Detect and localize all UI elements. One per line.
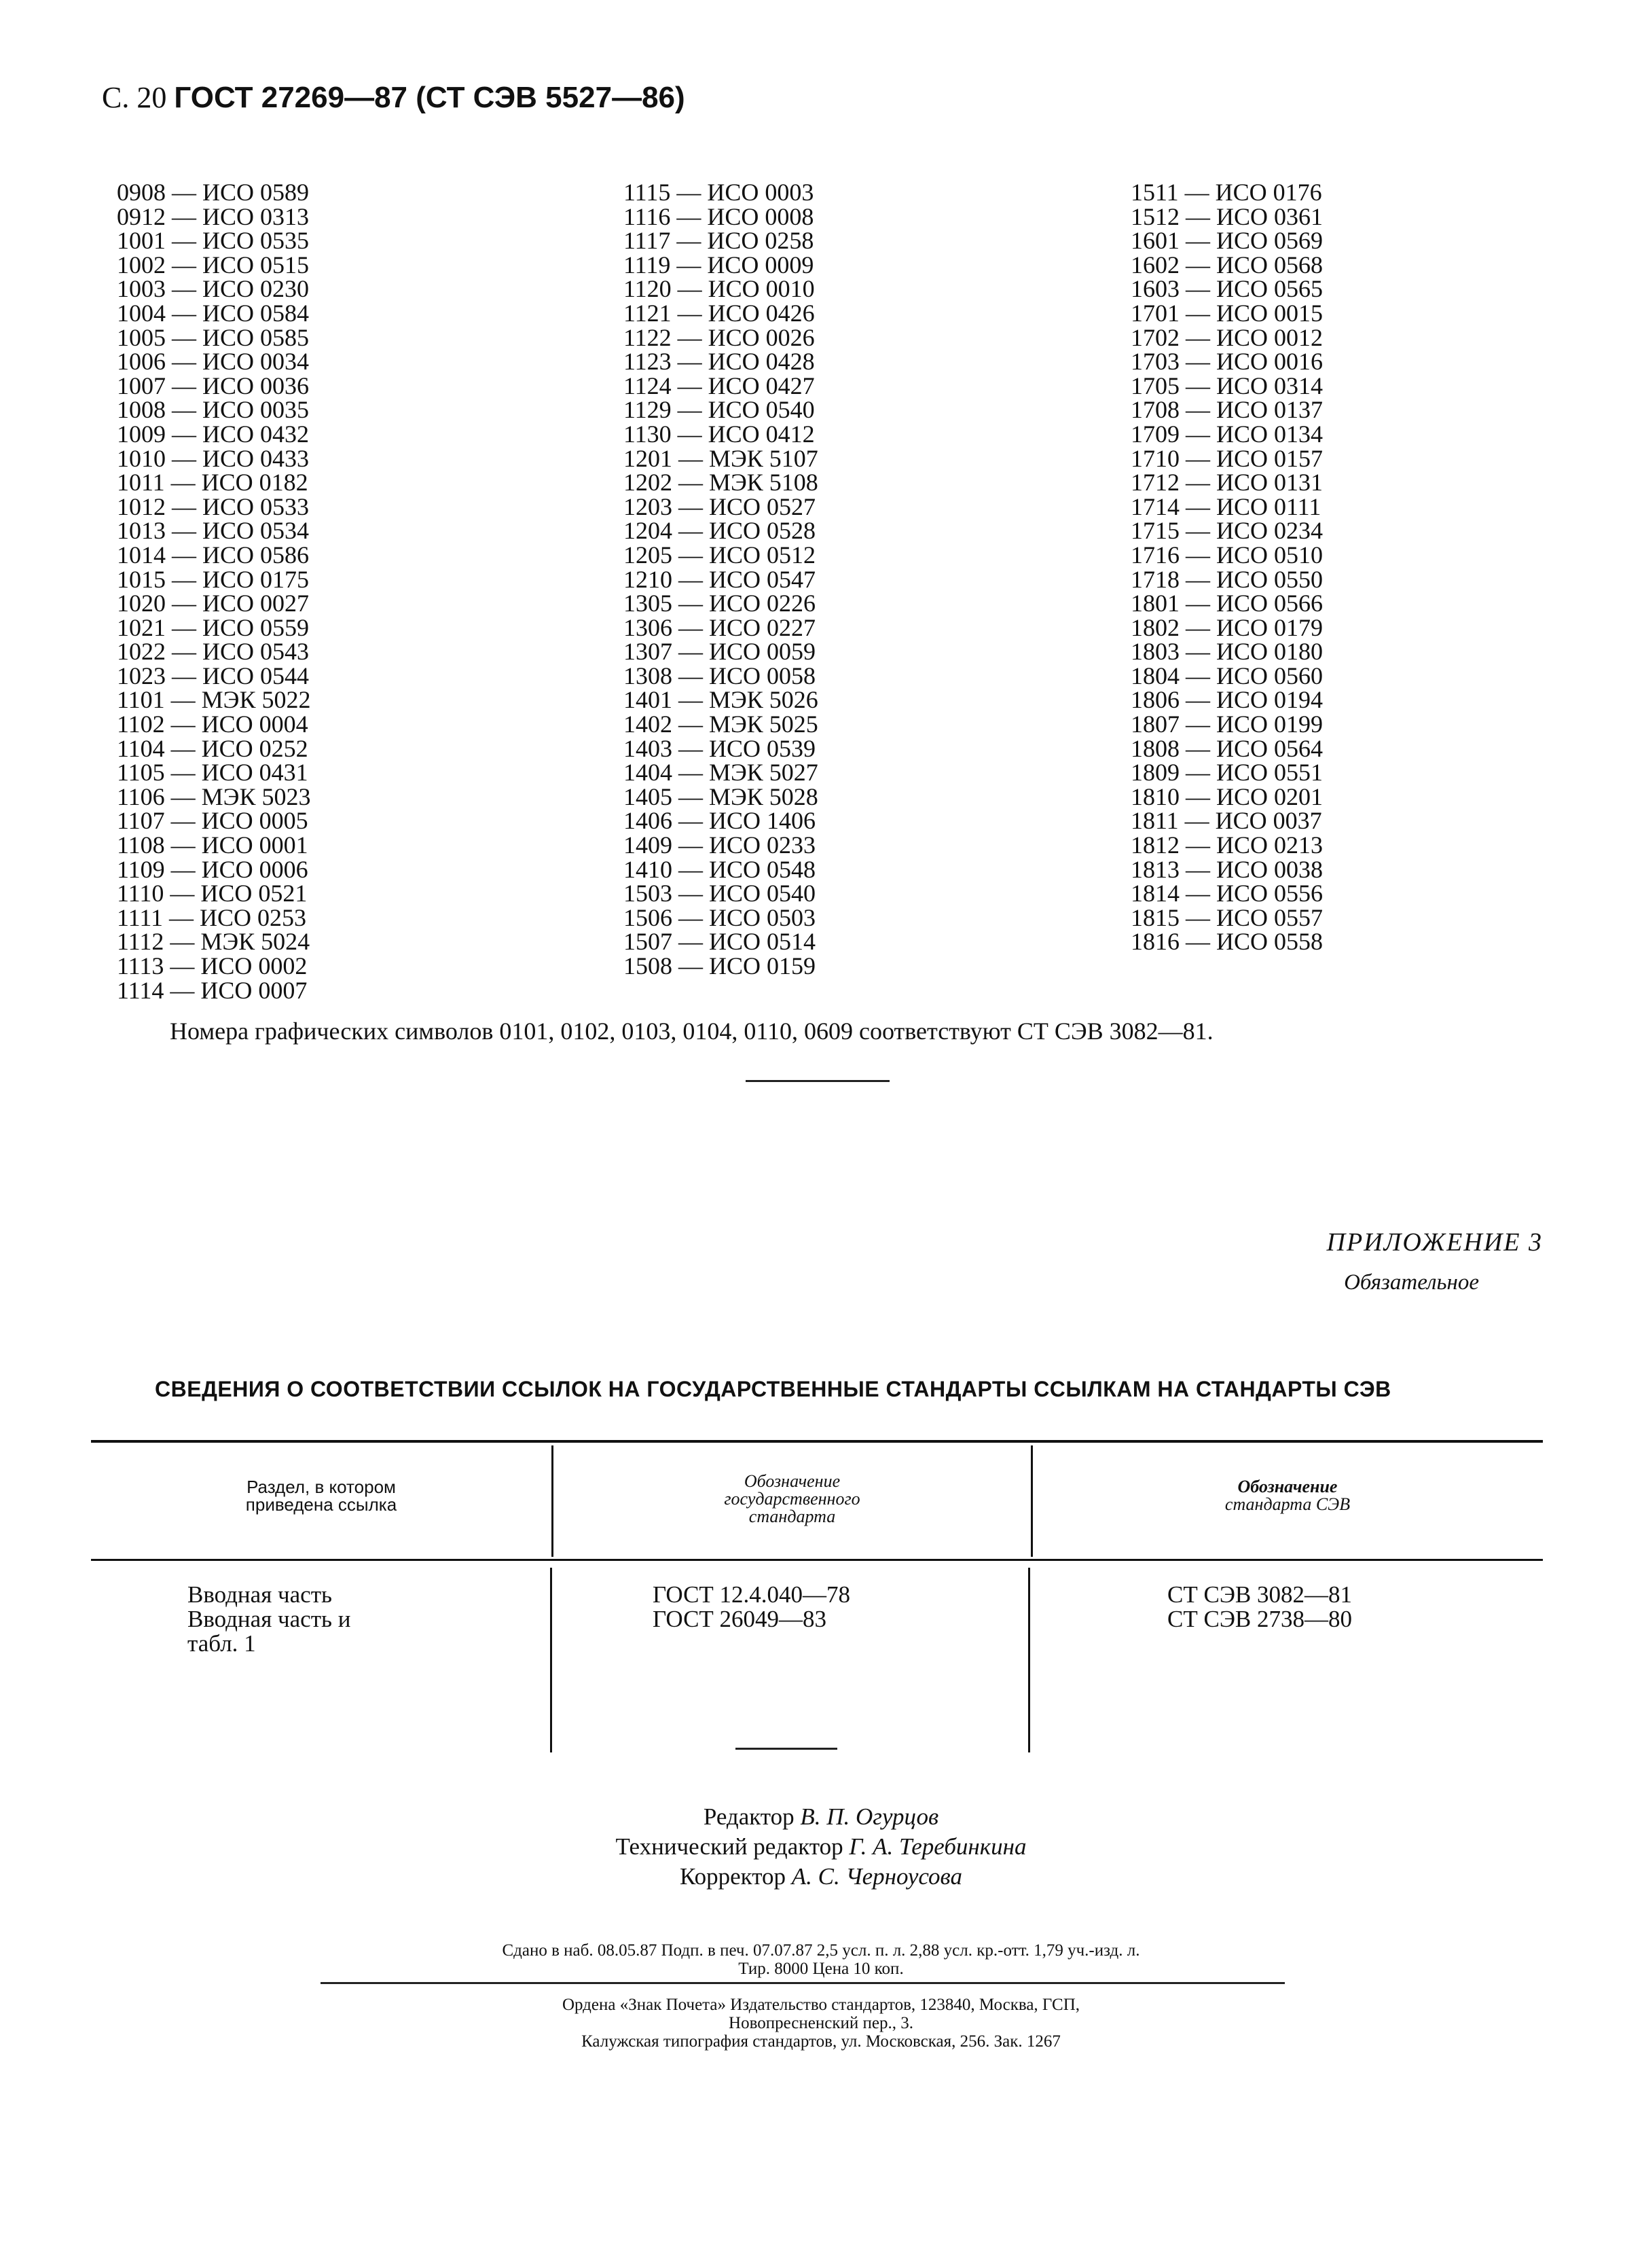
- credits-block: [0, 1802, 1642, 1892]
- symbol-entry: 1021 — ИСО 0559: [117, 613, 310, 641]
- table-column-divider: [1028, 1568, 1030, 1752]
- symbol-entry: 1503 — ИСО 0540: [623, 880, 816, 907]
- header-line: государственного: [724, 1489, 860, 1509]
- symbol-entry: 1802 — ИСО 0179: [1131, 613, 1324, 641]
- symbol-entry: 1115 — ИСО 0003: [623, 179, 814, 206]
- credit-line: [0, 1802, 1642, 1832]
- symbol-entry: 1205 — ИСО 0512: [623, 541, 816, 569]
- symbol-entry: 1111 — ИСО 0253: [117, 903, 306, 931]
- symbol-entry: 1702 — ИСО 0012: [1131, 323, 1324, 351]
- symbol-entry: 1306 — ИСО 0227: [623, 613, 816, 641]
- symbol-entry: 1113 — ИСО 0002: [117, 952, 308, 979]
- cell-line: Вводная часть и: [187, 1606, 351, 1632]
- symbol-entry: 1015 — ИСО 0175: [117, 565, 310, 593]
- symbol-entry: 1210 — ИСО 0547: [623, 565, 816, 593]
- symbol-entry: 1601 — ИСО 0569: [1131, 227, 1324, 255]
- symbol-entry: 1023 — ИСО 0544: [117, 662, 310, 689]
- symbol-entry: 1705 — ИСО 0314: [1131, 372, 1324, 399]
- divider-rule: [735, 1748, 837, 1750]
- symbol-entry: 1105 — ИСО 0431: [117, 759, 308, 787]
- symbol-list-column-3: [1131, 181, 1323, 954]
- symbol-entry: 1402 — МЭК 5025: [623, 710, 818, 738]
- symbol-entry: 1508 — ИСО 0159: [623, 952, 816, 979]
- cell-line: ГОСТ 26049—83: [653, 1606, 827, 1632]
- symbol-entry: 1809 — ИСО 0551: [1131, 759, 1324, 787]
- table-header-state-standard: [553, 1473, 1031, 1526]
- symbol-entry: 1119 — ИСО 0009: [623, 251, 814, 278]
- symbol-entry: 1701 — ИСО 0015: [1131, 299, 1324, 327]
- credit-role: Редактор: [703, 1803, 795, 1830]
- symbol-entry: 1803 — ИСО 0180: [1131, 638, 1324, 666]
- table-cell-sev-standard: [1167, 1583, 1352, 1632]
- imprint-line: Новопресненский пер., 3.: [729, 2014, 913, 2032]
- symbol-entry: 1124 — ИСО 0427: [623, 372, 815, 399]
- divider-rule: [746, 1080, 890, 1082]
- symbol-entry: 1603 — ИСО 0565: [1131, 275, 1324, 303]
- symbol-entry: 1130 — ИСО 0412: [623, 420, 815, 448]
- symbol-entry: 1716 — ИСО 0510: [1131, 541, 1324, 569]
- cell-line: СТ СЭВ 3082—81: [1167, 1581, 1353, 1608]
- symbol-entry: 1801 — ИСО 0566: [1131, 590, 1324, 617]
- symbol-entry: 1715 — ИСО 0234: [1131, 517, 1324, 545]
- symbol-entry: 1129 — ИСО 0540: [623, 396, 815, 424]
- cell-line: СТ СЭВ 2738—80: [1167, 1606, 1353, 1632]
- symbol-entry: 1308 — ИСО 0058: [623, 662, 816, 689]
- header-line: Обозначение: [744, 1471, 841, 1491]
- symbol-entry: 1813 — ИСО 0038: [1131, 855, 1324, 883]
- cell-line: Вводная часть: [187, 1581, 332, 1608]
- symbol-entry: 1703 — ИСО 0016: [1131, 348, 1324, 376]
- cell-line: табл. 1: [187, 1630, 256, 1657]
- publisher-details: [0, 1996, 1642, 2051]
- imprint-rule: [321, 1982, 1285, 1984]
- credit-role: Технический редактор: [615, 1833, 843, 1860]
- symbol-entry: 1011 — ИСО 0182: [117, 469, 308, 497]
- references-table: [91, 1440, 1543, 1678]
- symbol-entry: 1002 — ИСО 0515: [117, 251, 310, 278]
- appendix-title: ПРИЛОЖЕНИЕ 3: [1326, 1228, 1543, 1257]
- symbol-entry: 1810 — ИСО 0201: [1131, 782, 1324, 810]
- symbol-entry: 1806 — ИСО 0194: [1131, 686, 1324, 714]
- symbol-entry: 1004 — ИСО 0584: [117, 299, 310, 327]
- symbol-entry: 1307 — ИСО 0059: [623, 638, 816, 666]
- symbol-entry: 1812 — ИСО 0213: [1131, 831, 1324, 859]
- table-column-divider: [550, 1568, 552, 1752]
- symbol-entry: 1201 — МЭК 5107: [623, 444, 818, 472]
- symbol-entry: 0912 — ИСО 0313: [117, 202, 310, 230]
- symbol-entry: 1804 — ИСО 0560: [1131, 662, 1324, 689]
- header-line: стандарта: [748, 1507, 836, 1526]
- standard-designation: ГОСТ 27269—87 (СТ СЭВ 5527—86): [174, 81, 685, 114]
- symbol-entry: 1117 — ИСО 0258: [623, 227, 814, 255]
- imprint-line: Сдано в наб. 08.05.87 Подп. в печ. 07.07.87 2,5 усл. п. л. 2,88 усл. кр.-отт. 1,79 уч.-изд. л.: [502, 1941, 1140, 1960]
- symbol-entry: 1708 — ИСО 0137: [1131, 396, 1324, 424]
- page-header: [102, 80, 685, 115]
- symbol-entry: 1101 — МЭК 5022: [117, 686, 311, 714]
- symbol-entry: 1120 — ИСО 0010: [623, 275, 815, 303]
- symbol-entry: 1814 — ИСО 0556: [1131, 880, 1324, 907]
- symbol-entry: 1006 — ИСО 0034: [117, 348, 310, 376]
- symbol-entry: 1109 — ИСО 0006: [117, 855, 308, 883]
- symbol-entry: 1401 — МЭК 5026: [623, 686, 818, 714]
- table-cell-section: [187, 1583, 350, 1656]
- symbol-entry: 1714 — ИСО 0111: [1131, 492, 1321, 520]
- symbol-entry: 1112 — МЭК 5024: [117, 928, 310, 956]
- credit-line: [0, 1832, 1642, 1862]
- symbols-note: Номера графических символов 0101, 0102, 0103, 0104, 0110, 0609 соответствуют СТ СЭВ 3082—81.: [170, 1018, 1214, 1045]
- credit-role: Корректор: [680, 1863, 786, 1890]
- symbol-entry: 1003 — ИСО 0230: [117, 275, 310, 303]
- symbol-entry: 1020 — ИСО 0027: [117, 590, 310, 617]
- symbol-list-column-2: [623, 181, 818, 979]
- symbol-entry: 1116 — ИСО 0008: [623, 202, 814, 230]
- credit-line: [0, 1862, 1642, 1892]
- symbol-entry: 1410 — ИСО 0548: [623, 855, 816, 883]
- symbol-entry: 1007 — ИСО 0036: [117, 372, 310, 399]
- symbol-entry: 1305 — ИСО 0226: [623, 590, 816, 617]
- symbol-entry: 1102 — ИСО 0004: [117, 710, 308, 738]
- symbol-list-column-1: [117, 181, 310, 1003]
- header-line: Раздел, в котором: [247, 1477, 396, 1497]
- symbol-entry: 1202 — МЭК 5108: [623, 469, 818, 497]
- symbol-entry: 1012 — ИСО 0533: [117, 492, 310, 520]
- symbol-entry: 1406 — ИСО 1406: [623, 807, 816, 835]
- symbol-entry: 1403 — ИСО 0539: [623, 734, 816, 762]
- symbol-entry: 1122 — ИСО 0026: [623, 323, 815, 351]
- symbol-entry: 1114 — ИСО 0007: [117, 976, 308, 1004]
- symbol-entry: 1009 — ИСО 0432: [117, 420, 310, 448]
- appendix-subtitle: Обязательное: [1344, 1270, 1479, 1295]
- table-header-sev-standard: [1033, 1478, 1542, 1513]
- symbol-entry: 1014 — ИСО 0586: [117, 541, 310, 569]
- symbol-entry: 1405 — МЭК 5028: [623, 782, 818, 810]
- symbol-entry: 1022 — ИСО 0543: [117, 638, 310, 666]
- symbol-entry: 1808 — ИСО 0564: [1131, 734, 1324, 762]
- symbol-entry: 1013 — ИСО 0534: [117, 517, 310, 545]
- symbol-entry: 0908 — ИСО 0589: [117, 179, 310, 206]
- symbol-entry: 1123 — ИСО 0428: [623, 348, 815, 376]
- imprint-line: Ордена «Знак Почета» Издательство стандартов, 123840, Москва, ГСП,: [562, 1996, 1080, 2014]
- imprint-line: Тир. 8000 Цена 10 коп.: [738, 1960, 904, 1978]
- symbol-entry: 1718 — ИСО 0550: [1131, 565, 1324, 593]
- symbol-entry: 1108 — ИСО 0001: [117, 831, 308, 859]
- cell-line: ГОСТ 12.4.040—78: [653, 1581, 851, 1608]
- symbol-entry: 1507 — ИСО 0514: [623, 928, 816, 956]
- symbol-entry: 1404 — МЭК 5027: [623, 759, 818, 787]
- symbol-entry: 1203 — ИСО 0527: [623, 492, 816, 520]
- page-number: С. 20: [102, 81, 167, 114]
- table-top-border: [91, 1440, 1543, 1443]
- symbol-entry: 1104 — ИСО 0252: [117, 734, 308, 762]
- print-details: [0, 1941, 1642, 1978]
- symbol-entry: 1710 — ИСО 0157: [1131, 444, 1324, 472]
- symbol-entry: 1816 — ИСО 0558: [1131, 928, 1324, 956]
- symbol-entry: 1110 — ИСО 0521: [117, 880, 308, 907]
- symbol-entry: 1709 — ИСО 0134: [1131, 420, 1324, 448]
- symbol-entry: 1008 — ИСО 0035: [117, 396, 310, 424]
- credit-name: Г. А. Теребинкина: [849, 1833, 1027, 1860]
- table-header-border: [91, 1559, 1543, 1561]
- symbol-entry: 1506 — ИСО 0503: [623, 903, 816, 931]
- table-header-section: [91, 1478, 551, 1513]
- header-line: приведена ссылка: [245, 1494, 397, 1515]
- symbol-entry: 1107 — ИСО 0005: [117, 807, 308, 835]
- symbol-entry: 1811 — ИСО 0037: [1131, 807, 1322, 835]
- imprint-line: Калужская типография стандартов, ул. Московская, 256. Зак. 1267: [581, 2032, 1061, 2051]
- header-line: Обозначение: [1237, 1477, 1338, 1496]
- symbol-entry: 1106 — МЭК 5023: [117, 782, 311, 810]
- symbol-entry: 1512 — ИСО 0361: [1131, 202, 1324, 230]
- section-title: СВЕДЕНИЯ О СООТВЕТСТВИИ ССЫЛОК НА ГОСУДАРСТВЕННЫЕ СТАНДАРТЫ ССЫЛКАМ НА СТАНДАРТЫ СЭВ: [155, 1377, 1391, 1401]
- symbol-entry: 1511 — ИСО 0176: [1131, 179, 1322, 206]
- credit-name: А. С. Черноусова: [791, 1863, 962, 1890]
- symbol-entry: 1005 — ИСО 0585: [117, 323, 310, 351]
- symbol-entry: 1815 — ИСО 0557: [1131, 903, 1324, 931]
- symbol-entry: 1204 — ИСО 0528: [623, 517, 816, 545]
- header-line: стандарта СЭВ: [1224, 1494, 1351, 1514]
- symbol-entry: 1121 — ИСО 0426: [623, 299, 815, 327]
- table-cell-state-standard: [653, 1583, 850, 1632]
- symbol-entry: 1712 — ИСО 0131: [1131, 469, 1324, 497]
- symbol-entry: 1409 — ИСО 0233: [623, 831, 816, 859]
- symbol-entry: 1807 — ИСО 0199: [1131, 710, 1324, 738]
- symbol-entry: 1001 — ИСО 0535: [117, 227, 310, 255]
- symbol-entry: 1010 — ИСО 0433: [117, 444, 310, 472]
- symbol-entry: 1602 — ИСО 0568: [1131, 251, 1324, 278]
- credit-name: В. П. Огурцов: [800, 1803, 939, 1830]
